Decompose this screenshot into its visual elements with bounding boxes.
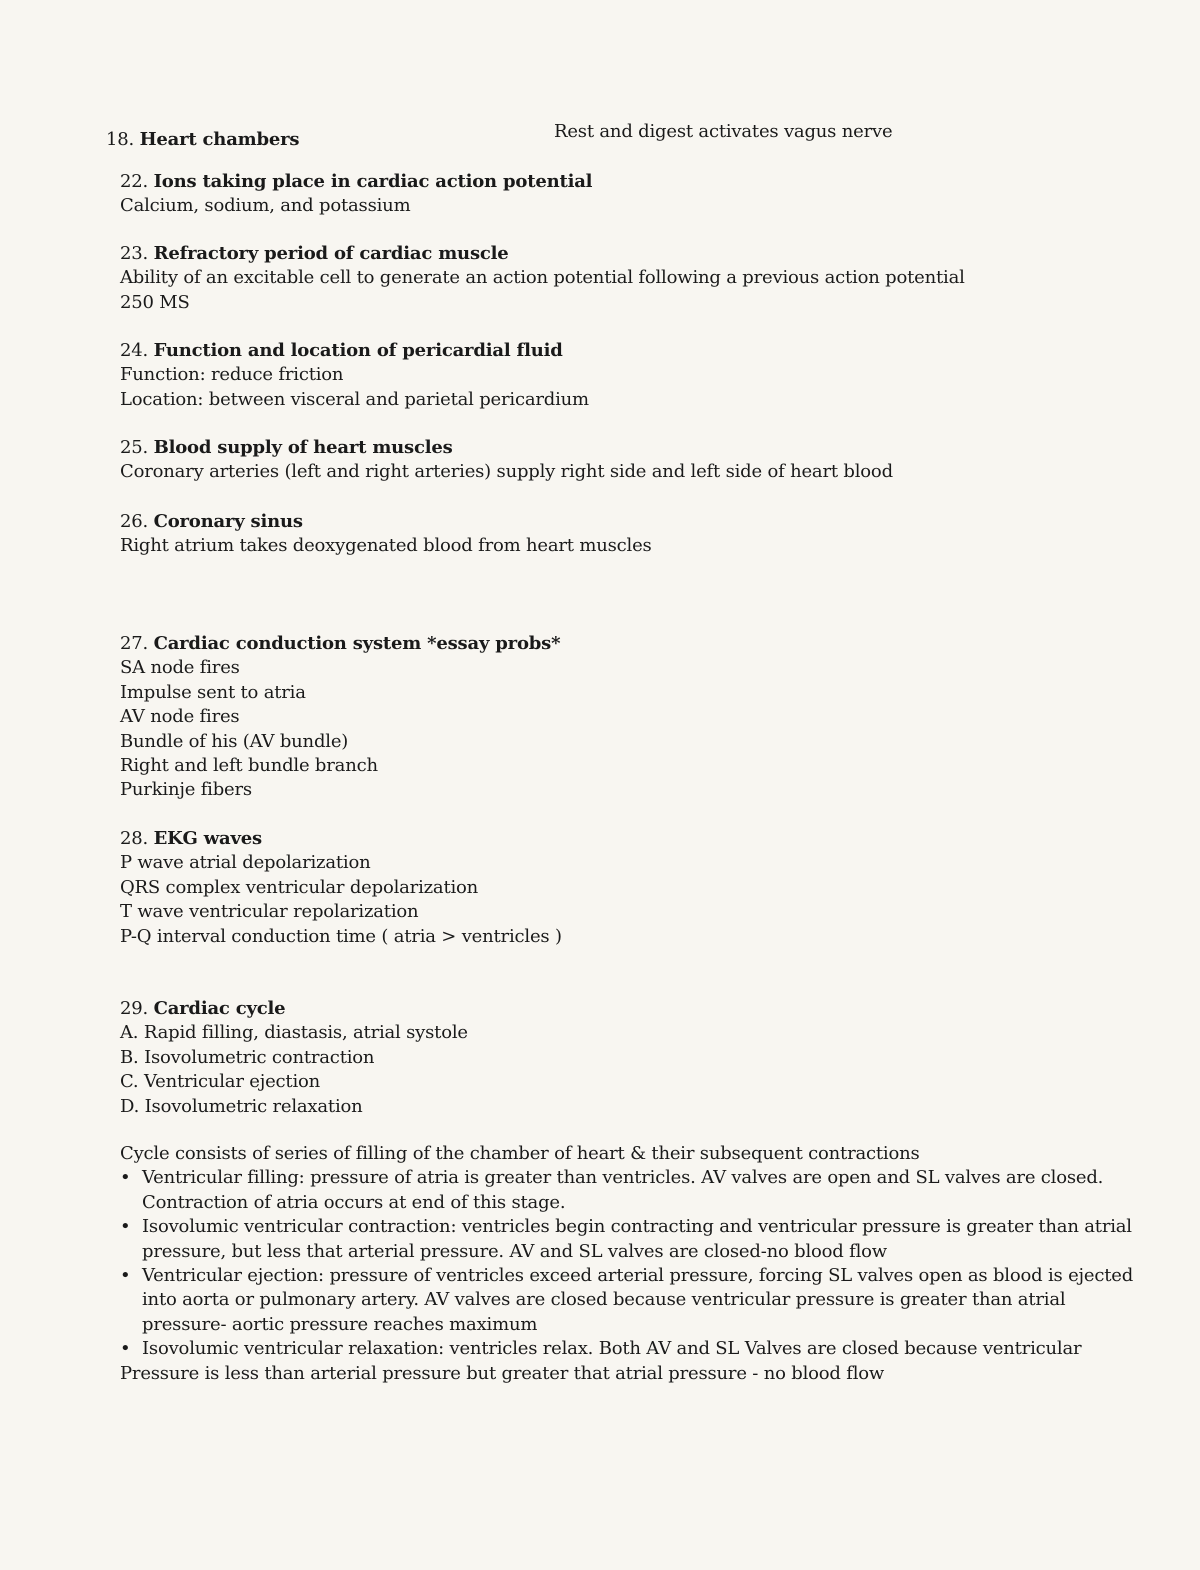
section-26: [120, 510, 652, 559]
bullet-line: Contraction of atria occurs at end of this stage.: [142, 1191, 566, 1213]
section-24: [120, 339, 589, 412]
body-line: QRS complex ventricular depolarization: [120, 876, 479, 898]
heading-number: 23.: [120, 243, 149, 264]
heading-title: Ions taking place in cardiac action potential: [153, 171, 593, 192]
section-25: [120, 436, 893, 485]
heading-18: [106, 128, 299, 152]
side-note: Rest and digest activates vagus nerve: [554, 121, 893, 142]
bullet-line: Ventricular filling: pressure of atria is greater than ventricles. AV valves are open and SL valves are closed.: [142, 1167, 1104, 1189]
heading-number: 29.: [120, 998, 149, 1019]
heading-number: 22.: [120, 171, 149, 192]
body-line: D. Isovolumetric relaxation: [120, 1095, 363, 1117]
bullet-icon: •: [120, 1167, 131, 1189]
heading-number: 24.: [120, 340, 149, 361]
body-line: Bundle of his (AV bundle): [120, 730, 349, 752]
heading-number: 26.: [120, 511, 149, 532]
heading-28: [120, 827, 562, 851]
section-28: [120, 827, 562, 949]
heading-27: [120, 632, 560, 656]
heading-24: [120, 339, 589, 363]
section-27: [120, 632, 560, 803]
body-line: Purkinje fibers: [120, 779, 252, 801]
body-line: Function: reduce friction: [120, 364, 344, 386]
heading-29: [120, 997, 468, 1021]
bullet-item: [120, 1264, 1133, 1337]
heading-23: [120, 242, 965, 266]
body-line: Calcium, sodium, and potassium: [120, 195, 411, 217]
bullet-icon: •: [120, 1265, 131, 1287]
bullet-line: pressure, but less that arterial pressure. AV and SL valves are closed-no blood flow: [142, 1240, 888, 1262]
bullet-item: [120, 1166, 1133, 1215]
heading-title: Heart chambers: [139, 129, 300, 150]
section-29: [120, 997, 468, 1119]
heading-title: Cardiac conduction system *essay probs*: [153, 633, 561, 654]
heading-number: 25.: [120, 437, 149, 458]
body-line: C. Ventricular ejection: [120, 1071, 321, 1093]
cardiac-cycle-summary: [120, 1142, 1133, 1386]
body-line: Location: between visceral and parietal pericardium: [120, 388, 589, 410]
body-line: P wave atrial depolarization: [120, 852, 371, 874]
heading-number: 28.: [120, 828, 149, 849]
heading-title: Cardiac cycle: [153, 998, 286, 1019]
heading-number: 27.: [120, 633, 149, 654]
bullet-icon: •: [120, 1216, 131, 1238]
heading-22: [120, 170, 592, 194]
body-line: T wave ventricular repolarization: [120, 901, 419, 923]
heading-number: 18.: [106, 129, 135, 150]
heading-25: [120, 436, 893, 460]
heading-title: Function and location of pericardial fluid: [153, 340, 563, 361]
body-line: SA node fires: [120, 657, 240, 679]
body-line: Ability of an excitable cell to generate an action potential following a previous action potential: [120, 267, 965, 289]
body-line: AV node fires: [120, 706, 240, 728]
heading-title: Refractory period of cardiac muscle: [153, 243, 509, 264]
bullet-line: Isovolumic ventricular contraction: ventricles begin contracting and ventricular pressure is greater than atrial: [142, 1216, 1132, 1238]
section-22: [120, 170, 592, 219]
bullet-icon: •: [120, 1338, 131, 1360]
summary-closing: Pressure is less than arterial pressure but greater that atrial pressure - no blood flow: [120, 1362, 885, 1384]
heading-title: EKG waves: [153, 828, 262, 849]
body-line: A. Rapid filling, diastasis, atrial systole: [120, 1022, 468, 1044]
bullet-line: into aorta or pulmonary artery. AV valves are closed because ventricular pressure is greater than atrial: [142, 1289, 1066, 1311]
body-line: Right and left bundle branch: [120, 755, 378, 777]
bullet-item: [120, 1337, 1133, 1361]
bullet-list: [120, 1166, 1133, 1361]
heading-title: Blood supply of heart muscles: [153, 437, 453, 458]
body-line: 250 MS: [120, 291, 190, 313]
body-line: Coronary arteries (left and right arteries) supply right side and left side of heart blood: [120, 461, 893, 483]
body-line: Right atrium takes deoxygenated blood from heart muscles: [120, 535, 652, 557]
bullet-item: [120, 1215, 1133, 1264]
bullet-line: pressure- aortic pressure reaches maximum: [142, 1313, 538, 1335]
body-line: B. Isovolumetric contraction: [120, 1046, 375, 1068]
body-line: P-Q interval conduction time ( atria > ventricles ): [120, 925, 562, 947]
section-23: [120, 242, 965, 315]
bullet-line: Isovolumic ventricular relaxation: ventricles relax. Both AV and SL Valves are closed because ventricular: [142, 1338, 1082, 1360]
summary-intro: Cycle consists of series of filling of the chamber of heart & their subsequent contractions: [120, 1143, 920, 1164]
heading-title: Coronary sinus: [153, 511, 303, 532]
bullet-line: Ventricular ejection: pressure of ventricles exceed arterial pressure, forcing SL valves open as blood is ejected: [142, 1265, 1134, 1287]
body-line: Impulse sent to atria: [120, 681, 306, 703]
heading-26: [120, 510, 652, 534]
